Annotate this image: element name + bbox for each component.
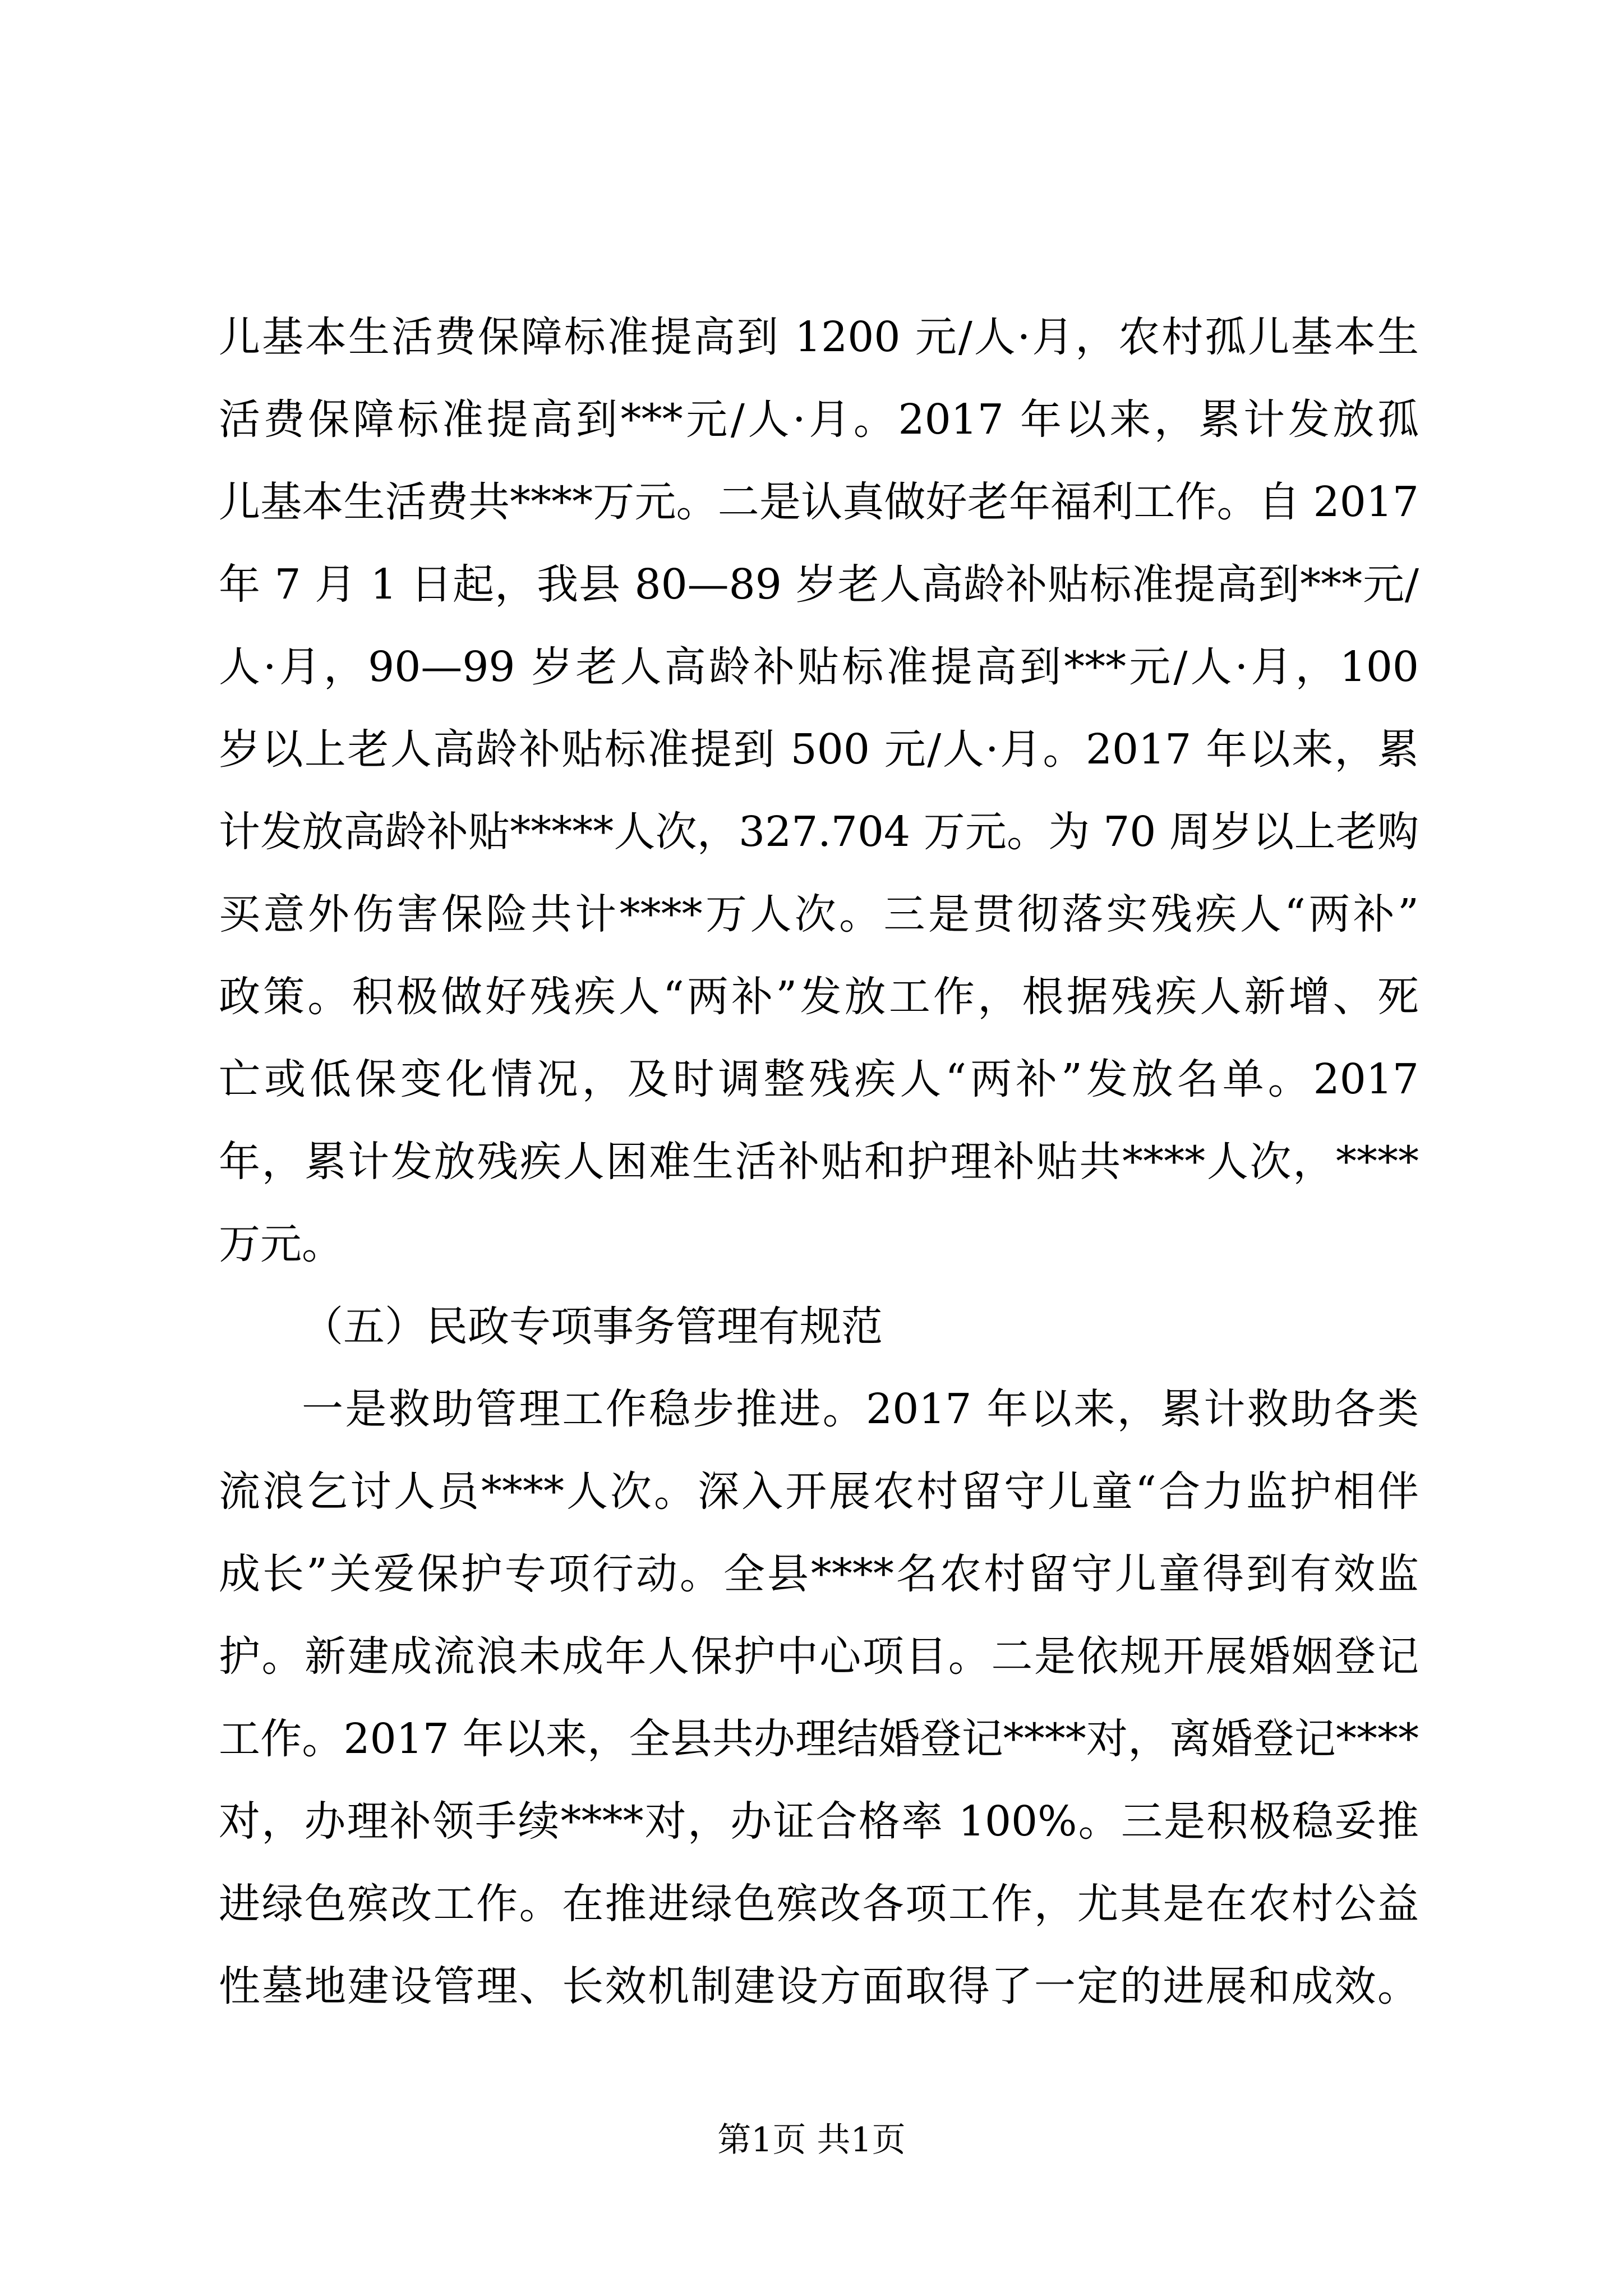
text-line: 万元。: [219, 1220, 343, 1268]
text-line: 一是救助管理工作稳步推进。2017 年以来，累计救助各类: [302, 1385, 1419, 1433]
text-line: 护。新建成流浪未成年人保护中心项目。二是依规开展婚姻登记: [219, 1632, 1419, 1681]
text-line: 流浪乞讨人员****人次。深入开展农村留守儿童“合力监护相伴: [219, 1467, 1419, 1516]
text-line: 计发放高龄补贴*****人次，327.704 万元。为 70 周岁以上老购: [219, 808, 1419, 856]
text-line: 儿基本生活费共****万元。二是认真做好老年福利工作。自 2017: [219, 478, 1419, 526]
text-line: 岁以上老人高龄补贴标准提到 500 元/人·月。2017 年以来，累: [219, 725, 1419, 774]
text-line: 活费保障标准提高到***元/人·月。2017 年以来，累计发放孤: [219, 395, 1419, 444]
section-heading-line: （五）民政专项事务管理有规范: [302, 1303, 883, 1351]
text-line: 人·月，90—99 岁老人高龄补贴标准提高到***元/人·月，100: [219, 643, 1419, 691]
text-line: 年，累计发放残疾人困难生活补贴和护理补贴共****人次，****: [219, 1138, 1419, 1186]
text-line: 政策。积极做好残疾人“两补”发放工作，根据残疾人新增、死: [219, 973, 1419, 1021]
text-line: 买意外伤害保险共计****万人次。三是贯彻落实残疾人“两补”: [219, 890, 1419, 938]
document-body: [219, 296, 1419, 2028]
text-line: 亡或低保变化情况，及时调整残疾人“两补”发放名单。2017: [219, 1055, 1419, 1103]
text-line: 进绿色殡改工作。在推进绿色殡改各项工作，尤其是在农村公益: [219, 1880, 1419, 1928]
text-line: 成长”关爱保护专项行动。全县****名农村留守儿童得到有效监: [219, 1550, 1419, 1598]
text-line: 对，办理补领手续****对，办证合格率 100%。三是积极稳妥推: [219, 1797, 1419, 1846]
text-line: 年 7 月 1 日起，我县 80—89 岁老人高龄补贴标准提高到***元/: [219, 560, 1419, 609]
page-footer: 第1页 共1页: [717, 2120, 906, 2160]
text-line: 儿基本生活费保障标准提高到 1200 元/人·月，农村孤儿基本生: [219, 313, 1419, 361]
text-line: 性墓地建设管理、长效机制建设方面取得了一定的进展和成效。: [219, 1962, 1419, 2010]
text-line: 工作。2017 年以来，全县共办理结婚登记****对，离婚登记****: [219, 1715, 1419, 1763]
